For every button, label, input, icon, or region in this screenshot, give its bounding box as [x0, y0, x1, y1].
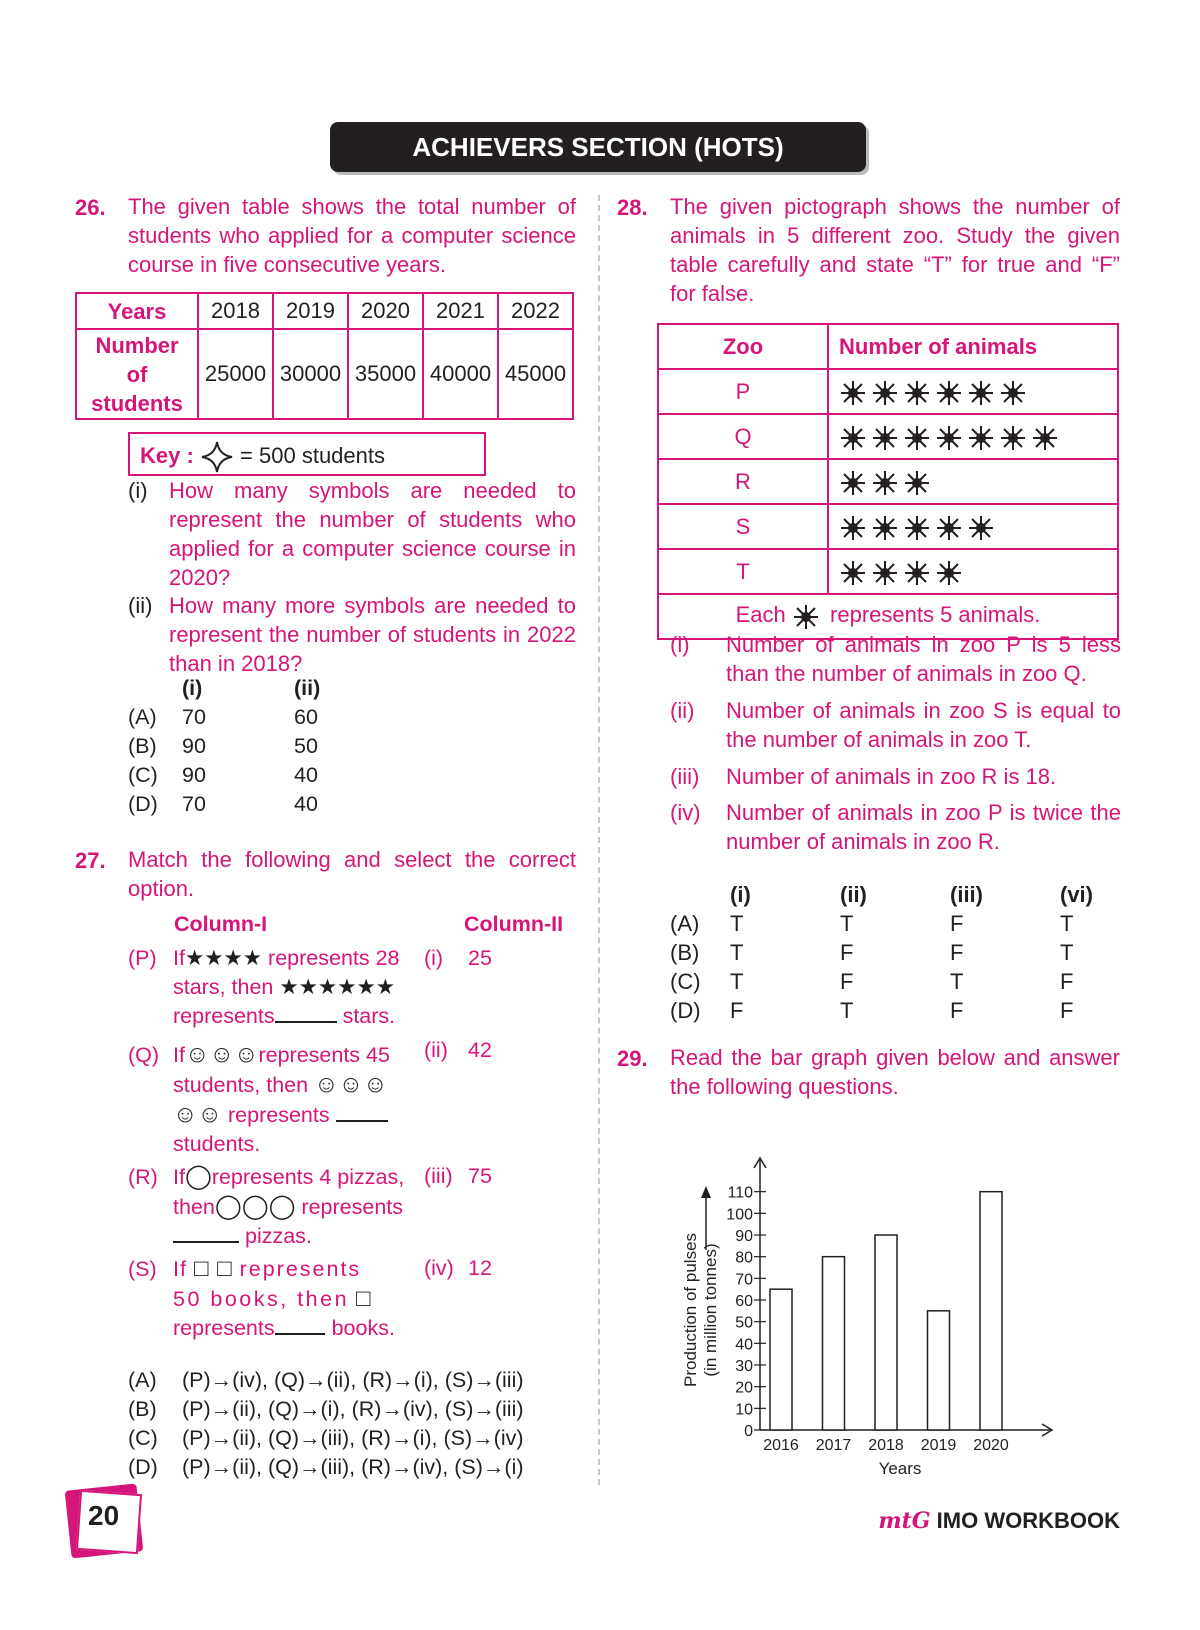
q26-sub-ii: How many more symbols are needed to represent the number of students in 2022 than in 2018? [169, 593, 576, 676]
years-label: Years [76, 293, 198, 329]
q26-option-d[interactable]: (D) 70 40 [128, 792, 318, 816]
animals-header: Number of animals [828, 324, 1118, 369]
flower-icon [839, 514, 867, 542]
y-tick-label: 10 [735, 1401, 753, 1419]
q28-option-d[interactable]: (D) F T F F [670, 998, 1074, 1023]
zoo-pictograph-table [657, 323, 1119, 640]
q27-option-c[interactable]: (C) (P)→(ii), (Q)→(iii), (R)→(i), (S)→(iv) [128, 1426, 524, 1450]
statement-num: (ii) [670, 698, 695, 723]
value-cell: 45000 [498, 329, 573, 419]
x-tick-label: 2017 [815, 1437, 852, 1454]
q26-option-c[interactable]: (C) 90 40 [128, 763, 318, 787]
statement-num: (i) [670, 632, 690, 657]
students-table [75, 292, 574, 420]
key-value: = 500 students [240, 443, 385, 468]
students-label: Number of students [76, 329, 198, 419]
bar [875, 1235, 897, 1430]
flower-icon [903, 469, 931, 497]
zoo-row: S [658, 504, 1118, 549]
value-cell: 30000 [273, 329, 348, 419]
y-tick-label: 110 [727, 1184, 753, 1202]
y-tick-label: 0 [744, 1423, 753, 1440]
zoo-header: Zoo [658, 324, 828, 369]
flower-icon [871, 424, 899, 452]
q26-number: 26. [75, 195, 106, 220]
flower-icon [871, 514, 899, 542]
year-cell: 2019 [273, 293, 348, 329]
book-title: IMO WORKBOOK [936, 1508, 1120, 1533]
bar-chart [670, 1100, 1070, 1480]
q26-sub-i: How many symbols are needed to represent the number of students who applied for a computer science course in 2020? [169, 478, 576, 590]
year-cell: 2021 [423, 293, 498, 329]
y-axis-label: Production of pulses [681, 1232, 700, 1388]
label-arrow-head [701, 1186, 711, 1198]
q26-sub-i-num: (i) [128, 478, 148, 503]
flower-icon [967, 514, 995, 542]
flower-icon [999, 379, 1027, 407]
q27-option-d[interactable]: (D) (P)→(ii), (Q)→(iii), (R)→(iv), (S)→(i) [128, 1455, 524, 1479]
flower-icon [1031, 424, 1059, 452]
statement-text: Number of animals in zoo R is 18. [726, 764, 1057, 789]
pics [828, 414, 1118, 459]
match-s: (S) If □ □ represents 50 books, then □ represents books. [128, 1255, 395, 1340]
bar [823, 1257, 845, 1430]
section-header: ACHIEVERS SECTION (HOTS) [330, 122, 866, 172]
value-cell: 35000 [348, 329, 423, 419]
match-q: (Q) If☺☺☺represents 45 students, then ☺☺☺ ☺☺ represents students. [128, 1041, 390, 1156]
x-tick-label: 2019 [920, 1437, 957, 1454]
q26-option-a[interactable]: (A) 70 60 [128, 705, 318, 729]
flower-icon [967, 379, 995, 407]
y-tick-label: 70 [735, 1271, 753, 1289]
statement-text: Number of animals in zoo P is 5 less than the number of animals in zoo Q. [726, 632, 1121, 686]
key-label: Key : [140, 443, 194, 468]
zoo-row: Q [658, 414, 1118, 459]
pics [828, 459, 1118, 504]
flower-icon [871, 559, 899, 587]
q28-option-a[interactable]: (A) T T F T [670, 911, 1074, 936]
x-tick-label: 2016 [763, 1437, 799, 1454]
page-number: 20 [88, 1500, 120, 1531]
flower-icon [839, 379, 867, 407]
q26-sub-ii-num: (ii) [128, 593, 153, 618]
match-r: (R) If◯represents 4 pizzas, then◯◯◯ represents pizzas. [128, 1163, 405, 1248]
column-ii-header: Column-II [464, 912, 564, 936]
x-tick-label: 2020 [973, 1437, 1009, 1454]
y-tick-label: 40 [735, 1336, 753, 1354]
q28-option-c[interactable]: (C) T F T F [670, 969, 1074, 994]
y-axis-label-2: (in million tonnes) [701, 1243, 720, 1377]
q28-option-b[interactable]: (B) T F F T [670, 940, 1074, 965]
flower-icon [935, 379, 963, 407]
bar [980, 1192, 1002, 1430]
flower-icon [935, 559, 963, 587]
q27-options [128, 1366, 524, 1482]
q27-text: Match the following and select the correct option. [128, 847, 576, 901]
y-tick-label: 90 [735, 1228, 753, 1245]
flower-icon [999, 424, 1027, 452]
y-tick-label: 50 [735, 1314, 753, 1332]
column-divider [598, 195, 600, 1485]
statement-text: Number of animals in zoo P is twice the number of animals in zoo R. [726, 800, 1121, 854]
y-tick-label: 30 [735, 1358, 753, 1375]
q28-text: The given pictograph shows the number of animals in 5 different zoo. Study the given table carefully and state “T” for true and “F” for false. [670, 194, 1120, 306]
q28-number: 28. [617, 195, 648, 220]
flower-icon [903, 424, 931, 452]
flower-icon [792, 603, 820, 631]
year-cell: 2018 [198, 293, 273, 329]
year-cell: 2020 [348, 293, 423, 329]
key-box [128, 432, 486, 476]
flower-icon [903, 379, 931, 407]
pics [828, 549, 1118, 594]
bar [928, 1311, 950, 1430]
zoo-row: T [658, 549, 1118, 594]
match-p: (P) If★★★★ represents 28 stars, then ★★★★★★ represents stars. [128, 946, 400, 1028]
footer-brand [878, 1508, 1120, 1534]
y-tick-label: 80 [735, 1249, 753, 1267]
x-tick-label: 2018 [868, 1437, 904, 1454]
column-i-header: Column-I [174, 912, 268, 936]
statement-text: Number of animals in zoo S is equal to the number of animals in zoo T. [726, 698, 1121, 752]
statement-num: (iii) [670, 764, 700, 789]
q29-number: 29. [617, 1046, 648, 1071]
q27-option-b[interactable]: (B) (P)→(ii), (Q)→(i), (R)→(iv), (S)→(iii) [128, 1397, 524, 1421]
col2-item-ii: (ii) 42 [424, 1038, 492, 1062]
col2-item-iii: (iii) 75 [424, 1164, 492, 1188]
q27-number: 27. [75, 848, 106, 873]
q28-options: (i) (ii) (iii) (vi) (A) T T F T (B) T F F T (C) T F T F (D) F T F F [670, 882, 1093, 1023]
flower-icon [967, 424, 995, 452]
flower-icon [871, 469, 899, 497]
flower-icon [935, 424, 963, 452]
q26-options: (i) (ii) (A) 70 60 (B) 90 50 (C) 90 40 (D) 70 40 [128, 674, 320, 819]
q26-option-b[interactable]: (B) 90 50 [128, 734, 318, 758]
logo: mtG [878, 1508, 931, 1534]
four-point-star-icon [200, 440, 234, 474]
y-tick-label: 100 [726, 1206, 753, 1224]
col2-item-iv: (iv) 12 [424, 1256, 492, 1280]
flower-icon [903, 559, 931, 587]
flower-icon [839, 559, 867, 587]
col2-item-i: (i) 25 [424, 946, 492, 970]
flower-icon [839, 424, 867, 452]
pics [828, 504, 1118, 549]
flower-icon [935, 514, 963, 542]
value-cell: 25000 [198, 329, 273, 419]
q27-option-a[interactable]: (A) (P)→(iv), (Q)→(ii), (R)→(i), (S)→(iii) [128, 1368, 524, 1392]
flower-icon [839, 469, 867, 497]
bar [770, 1289, 792, 1430]
zoo-row: P [658, 369, 1118, 414]
q29-text: Read the bar graph given below and answer the following questions. [670, 1045, 1120, 1099]
year-cell: 2022 [498, 293, 573, 329]
pictograph-key: Each represents 5 animals. [658, 594, 1118, 639]
q26-text: The given table shows the total number of students who applied for a computer science course in five consecutive years. [128, 194, 576, 277]
value-cell: 40000 [423, 329, 498, 419]
flower-icon [903, 514, 931, 542]
flower-icon [871, 379, 899, 407]
pics [828, 369, 1118, 414]
y-tick-label: 20 [735, 1379, 753, 1397]
x-axis-label: Years [878, 1459, 922, 1478]
zoo-row: R [658, 459, 1118, 504]
statement-num: (iv) [670, 800, 701, 825]
y-tick-label: 60 [735, 1293, 753, 1310]
